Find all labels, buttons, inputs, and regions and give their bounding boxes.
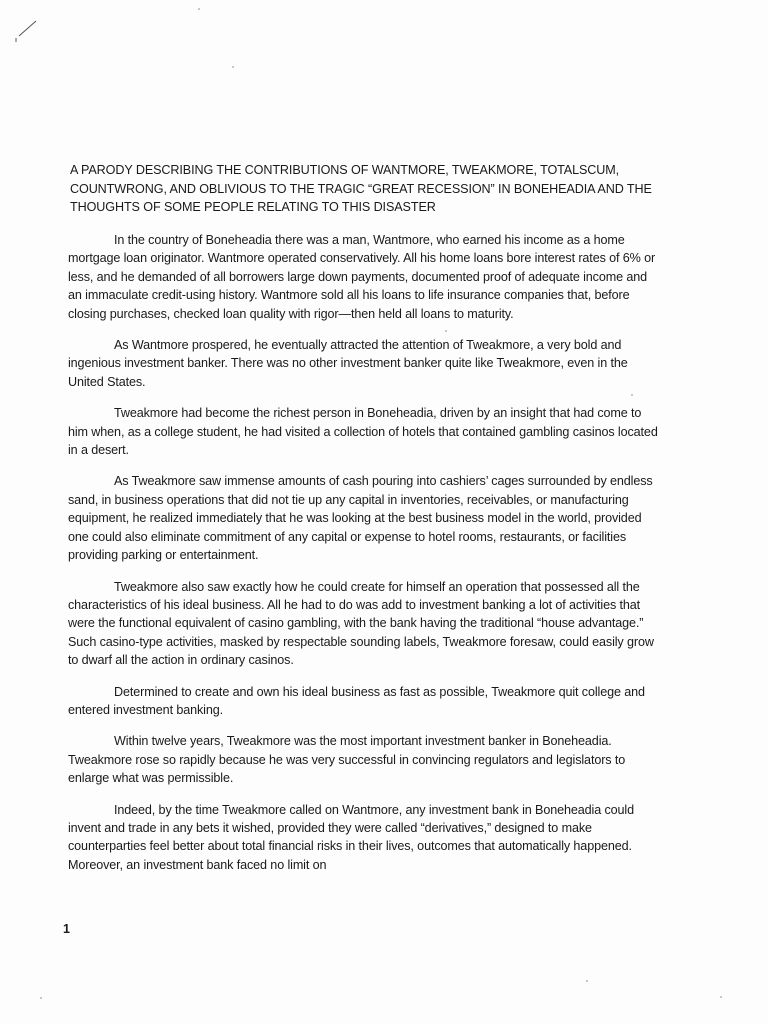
pen-mark-icon <box>10 20 38 48</box>
paragraph: Tweakmore had become the richest person in Boneheadia, driven by an insight that had come to him when, as a college student, he had visited a collection of hotels that contained gambling casinos located in a desert. <box>68 406 658 458</box>
scan-speck <box>40 997 42 999</box>
paragraph: Tweakmore also saw exactly how he could create for himself an operation that possessed all the characteristics of his ideal business. All he had to do was add to investment banking a lot of activities that were the functional equivalent of casino gambling, with the bank having the traditional “house advantage.” Such casino-type activities, masked by respectable sounding labels, Tweakmore foresaw, could easily grow to dwarf all the action in ordinary casinos. <box>68 579 654 668</box>
scan-speck <box>232 66 234 68</box>
document-title: A PARODY DESCRIBING THE CONTRIBUTIONS OF WANTMORE, TWEAKMORE, TOTALSCUM, COUNTWRONG, AND OBLIVIOUS TO THE TRAGIC “GREAT RECESSION” IN BONEHEADIA AND THE THOUGHTS OF SOME PEOPLE RELATING TO THIS DISASTER <box>70 163 652 214</box>
paragraph: As Wantmore prospered, he eventually attracted the attention of Tweakmore, a very bold and ingenious investment banker. There was no other investment banker quite like Tweakmore, even in the United States. <box>68 338 628 389</box>
document-body <box>68 231 660 887</box>
scan-speck <box>720 996 722 998</box>
paragraph: Indeed, by the time Tweakmore called on Wantmore, any investment bank in Boneheadia could invent and trade in any bets it wished, provided they were called “derivatives,” designed to make counterparties feel better about total financial risks in their lives, outcomes that automatically happened. Moreover, an investment bank faced no limit on <box>68 802 634 872</box>
scan-speck <box>198 8 200 10</box>
paragraph: As Tweakmore saw immense amounts of cash pouring into cashiers’ cages surrounded by endless sand, in business operations that did not tie up any capital in inventories, receivables, or manufacturing equipment, he realized immediately that he was looking at the best business model in the world, provided one could also eliminate commitment of any capital or expense to hotel rooms, restaurants, or facilities providing parking or entertainment. <box>68 474 653 563</box>
scan-speck <box>586 980 588 982</box>
page-number: 1 <box>63 922 70 936</box>
paragraph: In the country of Boneheadia there was a man, Wantmore, who earned his income as a home mortgage loan originator. Wantmore operated conservatively. All his home loans bore interest rates of 6% or less, and he demanded of all borrowers large down payments, documented proof of adequate income and an immaculate credit-using history. Wantmore sold all his loans to life insurance companies that, before closing purchases, checked loan quality with rigor—then held all loans to maturity. <box>68 233 656 321</box>
paragraph: Determined to create and own his ideal business as fast as possible, Tweakmore quit college and entered investment banking. <box>68 684 645 717</box>
paragraph: Within twelve years, Tweakmore was the most important investment banker in Boneheadia. Tweakmore rose so rapidly because he was very successful in convincing regulators and legislators to enlarge what was permissible. <box>68 734 626 786</box>
